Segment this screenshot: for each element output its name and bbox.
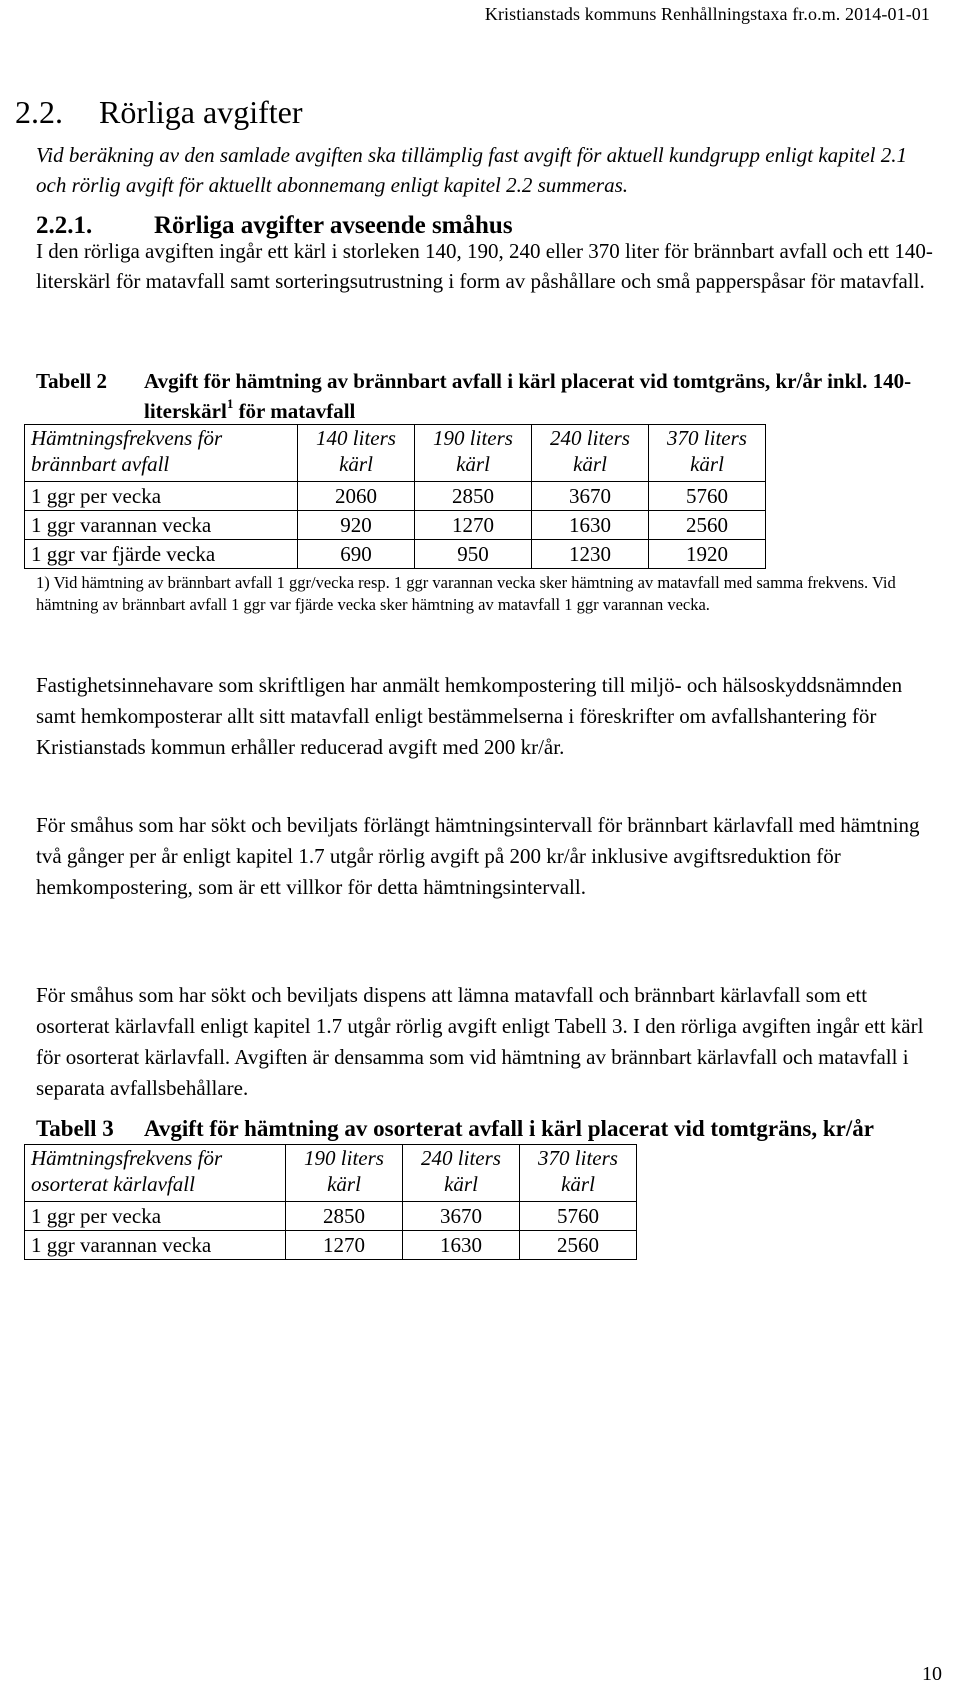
row-label: 1 ggr per vecka [25,482,298,511]
section-heading [15,94,302,131]
table-row [25,540,766,569]
row-label: 1 ggr var fjärde vecka [25,540,298,569]
table3-label: Tabell 3 [36,1116,114,1141]
row-label: 1 ggr per vecka [25,1202,286,1231]
page-header: Kristianstads kommuns Renhållningstaxa fr.o.m. 2014-01-01 [484,4,930,24]
row-label: 1 ggr varannan vecka [25,1231,286,1260]
table2-caption [36,366,936,430]
subsection-title: Rörliga avgifter avseende småhus [154,212,513,239]
table-cell: 3670 [403,1202,520,1231]
table-cell: 2560 [520,1231,637,1260]
table-cell: 2850 [415,482,532,511]
table-header-cell: 370 liters kärl [520,1145,637,1202]
section-number: 2.2. [15,94,63,130]
paragraph-3: För småhus som har sökt och beviljats förlängt hämtningsintervall för brännbart kärlavfall med hämtning två gånger per år enligt kapitel 1.7 utgår rörlig avgift på 200 kr/år inklusive avgiftsreduktion för hemkompostering, som är ett villkor för detta hämtningsintervall. [36,813,920,899]
table-cell: 950 [415,540,532,569]
table-row [25,1202,637,1231]
table-header-cell: 370 liters kärl [649,425,766,482]
table2-caption-text [144,366,924,426]
table-cell: 1270 [286,1231,403,1260]
table-cell: 1630 [403,1231,520,1260]
table-header-cell: 190 liters kärl [415,425,532,482]
section-title: Rörliga avgifter [99,94,303,130]
table-cell: 1230 [532,540,649,569]
row-label: 1 ggr varannan vecka [25,511,298,540]
table-header-cell: 190 liters kärl [286,1145,403,1202]
table2-caption-a: Avgift för hämtning av brännbart avfall i kärl placerat vid tomtgräns, kr/år inkl. 140-literskärl [144,369,912,423]
intro-paragraph: Vid beräkning av den samlade avgiften ska tillämplig fast avgift för aktuell kundgrupp enligt kapitel 2.1 och rörlig avgift för aktuellt abonnemang enligt kapitel 2.2 summeras. [36,143,907,197]
paragraph-2: Fastighetsinnehavare som skriftligen har anmält hemkompostering till miljö- och hälsoskyddsnämnden samt hemkomposterar allt sitt matavfall enligt bestämmelserna i föreskrifter om avfallshantering för Kristianstads kommun erhåller reducerad avgift med 200 kr/år. [36,673,903,759]
table-header-row [25,425,766,482]
table-cell: 3670 [532,482,649,511]
footnote-ref: 1 [226,396,234,411]
table2 [24,424,766,569]
table-header-cell: 140 liters kärl [298,425,415,482]
table-header-cell: 240 liters kärl [403,1145,520,1202]
table-cell: 1630 [532,511,649,540]
subsection-number: 2.2.1. [36,212,93,239]
table-cell: 1920 [649,540,766,569]
table-header-cell: Hämtningsfrekvens för brännbart avfall [25,425,298,482]
page-number: 10 [922,1663,942,1685]
table-cell: 920 [298,511,415,540]
table3 [24,1144,637,1260]
table-cell: 2850 [286,1202,403,1231]
table3-caption-text: Avgift för hämtning av osorterat avfall i kärl placerat vid tomtgräns, kr/år [144,1116,874,1141]
table-row [25,482,766,511]
table-cell: 1270 [415,511,532,540]
table-header-row [25,1145,637,1202]
table-cell: 2560 [649,511,766,540]
table-cell: 690 [298,540,415,569]
paragraph-4: För småhus som har sökt och beviljats dispens att lämna matavfall och brännbart kärlavfall som ett osorterat kärlavfall enligt kapitel 1.7 utgår rörlig avgift enligt Tabell 3. I den rörliga avgiften ingår ett kärl för osorterat kärlavfall. Avgiften är densamma som vid hämtning av brännbart kärlavfall och matavfall i separata avfallsbehållare. [36,983,924,1100]
table-header-cell: 240 liters kärl [532,425,649,482]
paragraph-1: I den rörliga avgiften ingår ett kärl i storleken 140, 190, 240 eller 370 liter för brännbart avfall och ett 140-literskärl för matavfall samt sorteringsutrustning i form av påshållare och små papperspåsar för matavfall. [36,239,933,293]
table2-label: Tabell 2 [36,369,107,393]
table-cell: 5760 [520,1202,637,1231]
table-row [25,511,766,540]
table-header-cell: Hämtningsfrekvens för osorterat kärlavfall [25,1145,286,1202]
footnote: 1) Vid hämtning av brännbart avfall 1 ggr/vecka resp. 1 ggr varannan vecka sker hämtning av matavfall med samma frekvens. Vid hämtning av brännbart avfall 1 ggr var fjärde vecka sker hämtning av matavfall 1 ggr varannan vecka. [36,573,896,614]
table-row [25,1231,637,1260]
table-cell: 5760 [649,482,766,511]
table2-caption-b: för matavfall [233,399,356,423]
table-cell: 2060 [298,482,415,511]
